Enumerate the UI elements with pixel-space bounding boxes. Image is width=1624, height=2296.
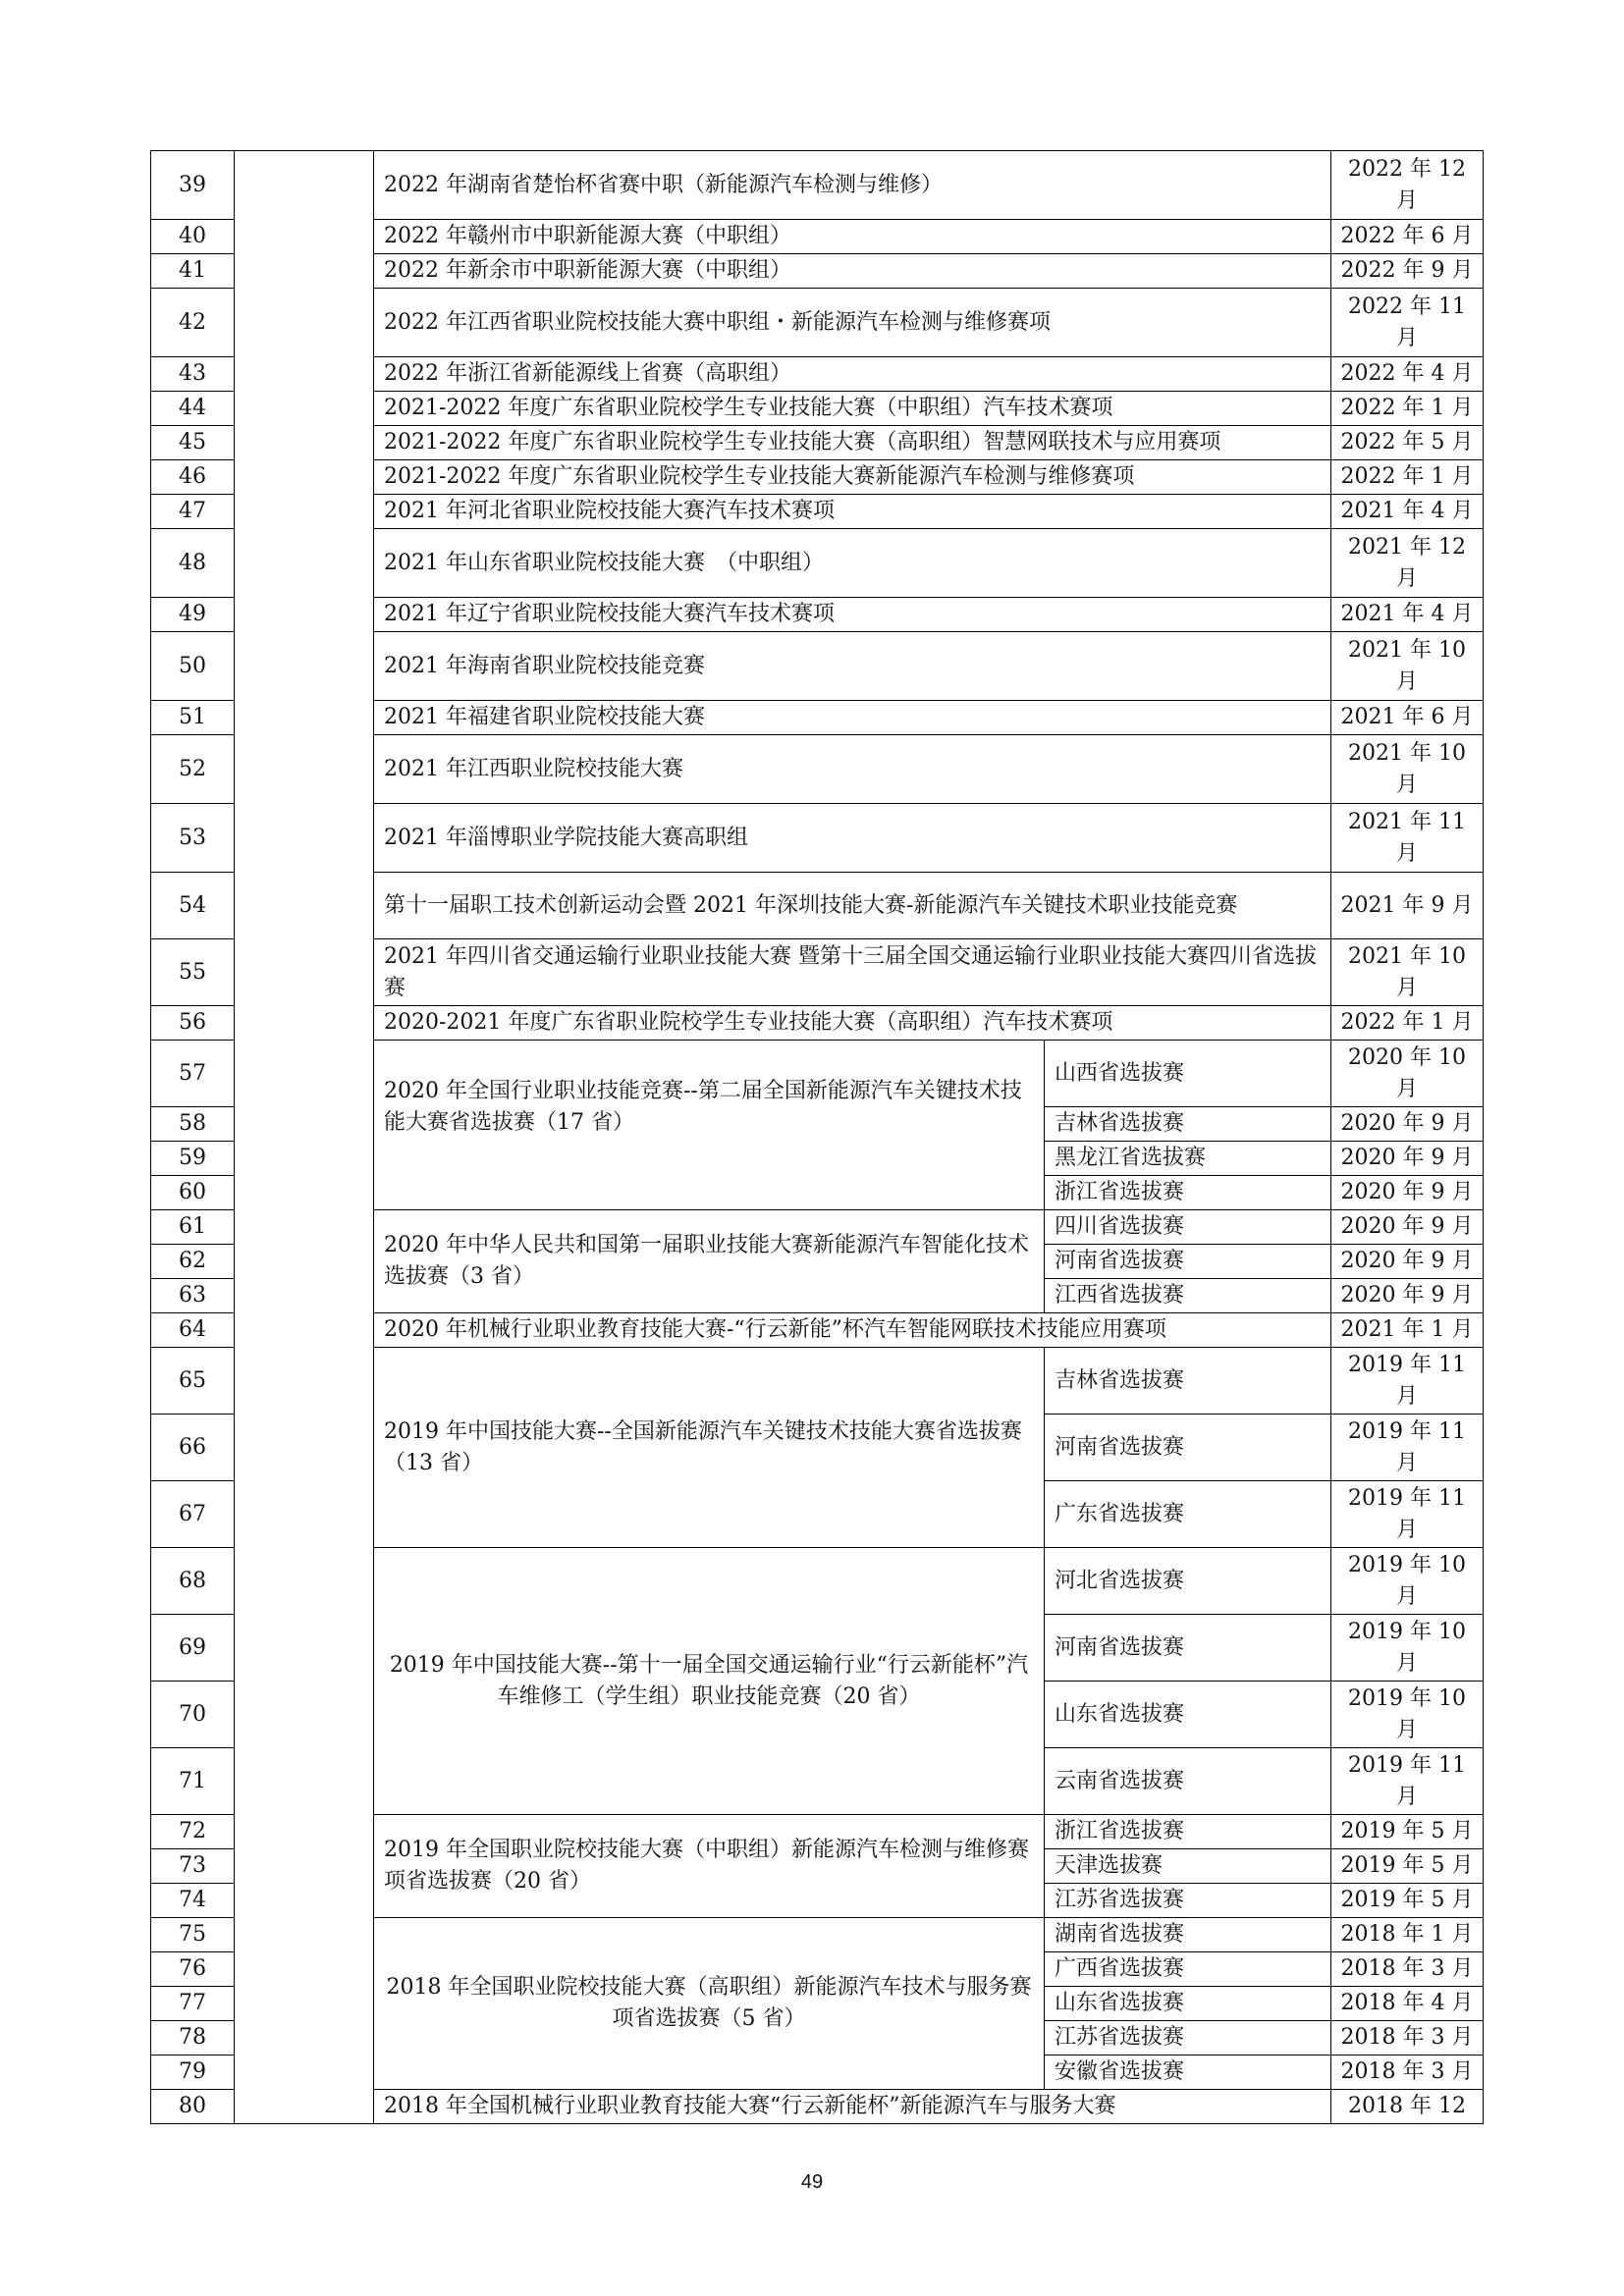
competition-date: 2021 年 12 月 xyxy=(1331,529,1484,598)
competition-date: 2021 年 9 月 xyxy=(1331,873,1484,939)
competition-name: 2021-2022 年度广东省职业院校学生专业技能大赛（高职组）智慧网联技术与应用赛项 xyxy=(374,426,1331,460)
competition-date: 2021 年 4 月 xyxy=(1331,495,1484,529)
competition-date: 2020 年 9 月 xyxy=(1331,1107,1484,1142)
row-number: 77 xyxy=(151,1987,235,2021)
row-number: 47 xyxy=(151,495,235,529)
competition-group-name: 2019 年全国职业院校技能大赛（中职组）新能源汽车检测与维修赛项省选拔赛（20 省） xyxy=(374,1815,1045,1918)
province-selection: 云南省选拔赛 xyxy=(1045,1748,1331,1815)
row-number: 45 xyxy=(151,426,235,460)
competition-name: 第十一届职工技术创新运动会暨 2021 年深圳技能大赛-新能源汽车关键技术职业技能竞赛 xyxy=(374,873,1331,939)
row-number: 44 xyxy=(151,392,235,426)
competition-date: 2018 年 12 xyxy=(1331,2090,1484,2124)
row-number: 65 xyxy=(151,1348,235,1415)
competition-date: 2021 年 4 月 xyxy=(1331,598,1484,632)
competition-name: 2021-2022 年度广东省职业院校学生专业技能大赛（中职组）汽车技术赛项 xyxy=(374,392,1331,426)
competition-date: 2021 年 1 月 xyxy=(1331,1313,1484,1348)
province-selection: 江苏省选拔赛 xyxy=(1045,1884,1331,1918)
table-row xyxy=(151,151,1484,220)
row-number: 41 xyxy=(151,254,235,289)
row-number: 58 xyxy=(151,1107,235,1142)
row-number: 61 xyxy=(151,1210,235,1245)
competition-date: 2022 年 5 月 xyxy=(1331,426,1484,460)
row-number: 50 xyxy=(151,632,235,701)
competition-date: 2020 年 10 月 xyxy=(1331,1041,1484,1107)
competition-name: 2022 年新余市中职新能源大赛（中职组） xyxy=(374,254,1331,289)
competition-date: 2022 年 1 月 xyxy=(1331,1006,1484,1041)
competition-name: 2018 年全国机械行业职业教育技能大赛“行云新能杯”新能源汽车与服务大赛 xyxy=(374,2090,1331,2124)
row-number: 60 xyxy=(151,1176,235,1210)
competition-name: 2022 年浙江省新能源线上省赛（高职组） xyxy=(374,357,1331,392)
row-number: 42 xyxy=(151,289,235,357)
competition-name: 2021 年福建省职业院校技能大赛 xyxy=(374,701,1331,735)
page-number: 49 xyxy=(800,2171,824,2193)
row-number: 55 xyxy=(151,939,235,1006)
row-number: 69 xyxy=(151,1615,235,1682)
competition-date: 2021 年 11 月 xyxy=(1331,804,1484,873)
competition-name: 2022 年江西省职业院校技能大赛中职组・新能源汽车检测与维修赛项 xyxy=(374,289,1331,357)
competition-date: 2019 年 5 月 xyxy=(1331,1815,1484,1849)
competition-date: 2020 年 9 月 xyxy=(1331,1142,1484,1176)
competition-date: 2019 年 11 月 xyxy=(1331,1415,1484,1481)
province-selection: 江苏省选拔赛 xyxy=(1045,2021,1331,2056)
province-selection: 江西省选拔赛 xyxy=(1045,1279,1331,1313)
competition-name: 2022 年湖南省楚怡杯省赛中职（新能源汽车检测与维修） xyxy=(374,151,1331,220)
row-number: 66 xyxy=(151,1415,235,1481)
province-selection: 浙江省选拔赛 xyxy=(1045,1815,1331,1849)
row-number: 49 xyxy=(151,598,235,632)
row-number: 80 xyxy=(151,2090,235,2124)
competition-date: 2018 年 3 月 xyxy=(1331,1952,1484,1987)
competition-date: 2022 年 11 月 xyxy=(1331,289,1484,357)
province-selection: 广西省选拔赛 xyxy=(1045,1952,1331,1987)
competition-name: 2021 年四川省交通运输行业职业技能大赛 暨第十三届全国交通运输行业职业技能大赛四川省选拔赛 xyxy=(374,939,1331,1006)
province-selection: 天津选拔赛 xyxy=(1045,1849,1331,1884)
competition-date: 2022 年 4 月 xyxy=(1331,357,1484,392)
province-selection: 河南省选拔赛 xyxy=(1045,1245,1331,1279)
competition-name: 2020-2021 年度广东省职业院校学生专业技能大赛（高职组）汽车技术赛项 xyxy=(374,1006,1331,1041)
row-number: 71 xyxy=(151,1748,235,1815)
row-number: 40 xyxy=(151,220,235,254)
province-selection: 吉林省选拔赛 xyxy=(1045,1107,1331,1142)
competition-group-name: 2019 年中国技能大赛--第十一届全国交通运输行业“行云新能杯”汽车维修工（学生组）职业技能竞赛（20 省） xyxy=(374,1548,1045,1815)
competition-date: 2019 年 11 月 xyxy=(1331,1481,1484,1548)
competition-name: 2021 年山东省职业院校技能大赛 （中职组） xyxy=(374,529,1331,598)
competition-date: 2022 年 6 月 xyxy=(1331,220,1484,254)
row-number: 59 xyxy=(151,1142,235,1176)
row-number: 79 xyxy=(151,2056,235,2090)
row-number: 56 xyxy=(151,1006,235,1041)
competition-date: 2022 年 12 月 xyxy=(1331,151,1484,220)
province-selection: 四川省选拔赛 xyxy=(1045,1210,1331,1245)
competition-group-name: 2020 年中华人民共和国第一届职业技能大赛新能源汽车智能化技术选拔赛（3 省） xyxy=(374,1210,1045,1313)
province-selection: 广东省选拔赛 xyxy=(1045,1481,1331,1548)
blank-column xyxy=(235,151,374,2124)
row-number: 57 xyxy=(151,1041,235,1107)
competition-date: 2021 年 10 月 xyxy=(1331,939,1484,1006)
competition-date: 2022 年 1 月 xyxy=(1331,392,1484,426)
competition-name: 2020 年机械行业职业教育技能大赛-“行云新能”杯汽车智能网联技术技能应用赛项 xyxy=(374,1313,1331,1348)
competition-group-name: 2018 年全国职业院校技能大赛（高职组）新能源汽车技术与服务赛项省选拔赛（5 省） xyxy=(374,1918,1045,2090)
competition-date: 2019 年 10 月 xyxy=(1331,1615,1484,1682)
row-number: 70 xyxy=(151,1682,235,1748)
competition-date: 2019 年 11 月 xyxy=(1331,1348,1484,1415)
row-number: 39 xyxy=(151,151,235,220)
competition-date: 2021 年 10 月 xyxy=(1331,632,1484,701)
row-number: 48 xyxy=(151,529,235,598)
province-selection: 浙江省选拔赛 xyxy=(1045,1176,1331,1210)
competition-table xyxy=(150,150,1484,2124)
competition-date: 2021 年 6 月 xyxy=(1331,701,1484,735)
competition-date: 2019 年 10 月 xyxy=(1331,1682,1484,1748)
competition-date: 2021 年 10 月 xyxy=(1331,735,1484,804)
competition-date: 2018 年 3 月 xyxy=(1331,2056,1484,2090)
row-number: 63 xyxy=(151,1279,235,1313)
row-number: 68 xyxy=(151,1548,235,1615)
row-number: 67 xyxy=(151,1481,235,1548)
province-selection: 吉林省选拔赛 xyxy=(1045,1348,1331,1415)
row-number: 75 xyxy=(151,1918,235,1952)
competition-date: 2018 年 1 月 xyxy=(1331,1918,1484,1952)
competition-date: 2022 年 1 月 xyxy=(1331,460,1484,495)
competition-date: 2020 年 9 月 xyxy=(1331,1279,1484,1313)
competition-date: 2020 年 9 月 xyxy=(1331,1245,1484,1279)
row-number: 72 xyxy=(151,1815,235,1849)
row-number: 76 xyxy=(151,1952,235,1987)
row-number: 46 xyxy=(151,460,235,495)
competition-date: 2020 年 9 月 xyxy=(1331,1210,1484,1245)
competition-date: 2019 年 5 月 xyxy=(1331,1849,1484,1884)
competition-name: 2021-2022 年度广东省职业院校学生专业技能大赛新能源汽车检测与维修赛项 xyxy=(374,460,1331,495)
row-number: 53 xyxy=(151,804,235,873)
competition-group-name: 2019 年中国技能大赛--全国新能源汽车关键技术技能大赛省选拔赛（13 省） xyxy=(374,1348,1045,1548)
row-number: 74 xyxy=(151,1884,235,1918)
row-number: 43 xyxy=(151,357,235,392)
province-selection: 黑龙江省选拔赛 xyxy=(1045,1142,1331,1176)
row-number: 54 xyxy=(151,873,235,939)
competition-date: 2019 年 11 月 xyxy=(1331,1748,1484,1815)
competition-date: 2018 年 3 月 xyxy=(1331,2021,1484,2056)
competition-date: 2022 年 9 月 xyxy=(1331,254,1484,289)
competition-name: 2021 年江西职业院校技能大赛 xyxy=(374,735,1331,804)
province-selection: 山东省选拔赛 xyxy=(1045,1682,1331,1748)
competition-date: 2019 年 5 月 xyxy=(1331,1884,1484,1918)
row-number: 73 xyxy=(151,1849,235,1884)
competition-name: 2022 年赣州市中职新能源大赛（中职组） xyxy=(374,220,1331,254)
competition-date: 2019 年 10 月 xyxy=(1331,1548,1484,1615)
province-selection: 河南省选拔赛 xyxy=(1045,1615,1331,1682)
province-selection: 河南省选拔赛 xyxy=(1045,1415,1331,1481)
province-selection: 安徽省选拔赛 xyxy=(1045,2056,1331,2090)
province-selection: 山西省选拔赛 xyxy=(1045,1041,1331,1107)
province-selection: 山东省选拔赛 xyxy=(1045,1987,1331,2021)
row-number: 64 xyxy=(151,1313,235,1348)
row-number: 51 xyxy=(151,701,235,735)
competition-date: 2020 年 9 月 xyxy=(1331,1176,1484,1210)
competition-group-name: 2020 年全国行业职业技能竞赛--第二届全国新能源汽车关键技术技能大赛省选拔赛（17 省） xyxy=(374,1041,1045,1210)
competition-date: 2018 年 4 月 xyxy=(1331,1987,1484,2021)
competition-name: 2021 年淄博职业学院技能大赛高职组 xyxy=(374,804,1331,873)
competition-name: 2021 年河北省职业院校技能大赛汽车技术赛项 xyxy=(374,495,1331,529)
competition-name: 2021 年海南省职业院校技能竞赛 xyxy=(374,632,1331,701)
row-number: 62 xyxy=(151,1245,235,1279)
competition-name: 2021 年辽宁省职业院校技能大赛汽车技术赛项 xyxy=(374,598,1331,632)
province-selection: 湖南省选拔赛 xyxy=(1045,1918,1331,1952)
province-selection: 河北省选拔赛 xyxy=(1045,1548,1331,1615)
row-number: 78 xyxy=(151,2021,235,2056)
row-number: 52 xyxy=(151,735,235,804)
